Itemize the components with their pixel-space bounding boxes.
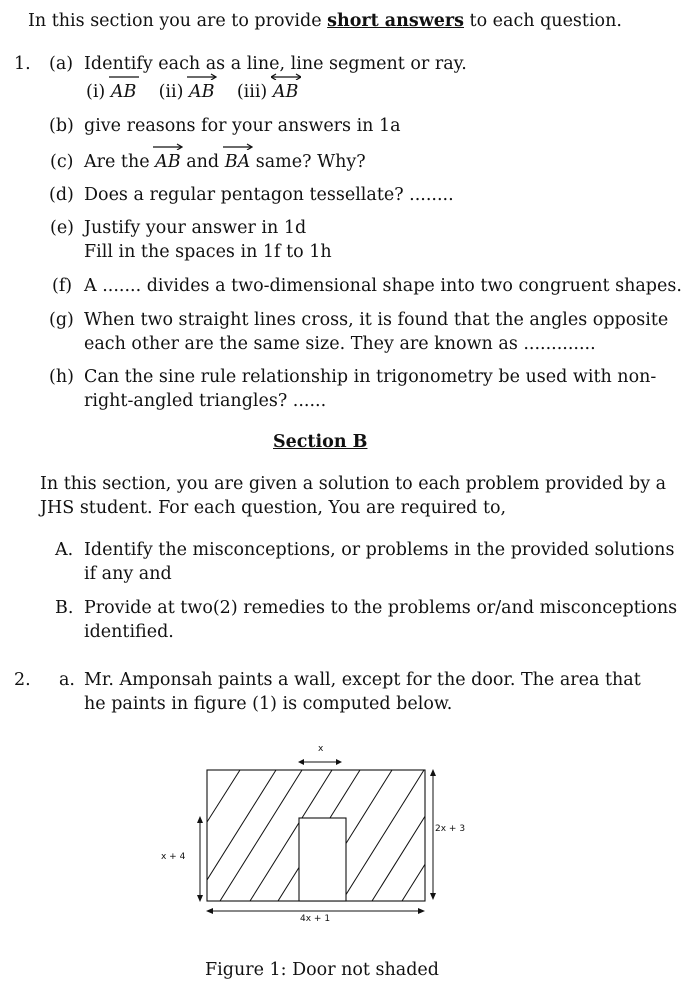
label-top-x: x [318, 744, 324, 754]
ray-ab-symbol: AB [189, 80, 215, 104]
instruction-b-label: B. [55, 598, 74, 618]
figure-caption: Figure 1: Door not shaded [205, 960, 439, 980]
q1a-label: (a) [49, 54, 74, 74]
section-b-intro-line1: In this section, you are given a solution to each problem provided by a [40, 474, 667, 494]
segment-ab-symbol: AB [111, 80, 137, 104]
q1f-text: A ....... divides a two-dimensional shape into two congruent shapes. [84, 276, 682, 296]
instruction-b-line1: Provide at two(2) remedies to the problems or/and misconceptions [84, 598, 678, 618]
q1g-label: (g) [49, 310, 74, 330]
q1g-line2: each other are the same size. They are known as ............. [84, 334, 596, 354]
q1h-line1: Can the sine rule relationship in trigonometry be used with non- [84, 367, 657, 387]
q1c-label: (c) [50, 152, 74, 172]
ray-ab-symbol-c: AB [155, 150, 181, 174]
instruction-a-line2: if any and [84, 564, 172, 584]
left-dimension-arrow [197, 816, 203, 902]
label-bottom-4x1: 4x + 1 [300, 914, 331, 924]
q1b-text: give reasons for your answers in 1a [84, 116, 401, 136]
q1e-text: Justify your answer in 1d [84, 218, 307, 238]
door-rectangle [299, 818, 346, 901]
q1c-text: Are the AB and BA same? Why? [84, 150, 366, 174]
label-left-x4: x + 4 [161, 852, 186, 862]
q1h-label: (h) [49, 367, 74, 387]
label-right-2x3: 2x + 3 [435, 824, 466, 834]
instruction-b-line2: identified. [84, 622, 174, 642]
q1d-text: Does a regular pentagon tessellate? ........ [84, 185, 454, 205]
section-a-intro: In this section you are to provide short answers to each question. [28, 11, 622, 31]
q1f-label: (f) [52, 276, 73, 296]
q1-number: 1. [14, 54, 31, 74]
ray-ba-symbol-c: BA [225, 150, 251, 174]
q1e-label: (e) [50, 218, 75, 238]
section-b-heading: Section B [273, 432, 368, 452]
q1a-text: Identify each as a line, line segment or ray. [84, 54, 467, 74]
q1g-line1: When two straight lines cross, it is found that the angles opposite [84, 310, 669, 330]
short-answers-emphasis: short answers [327, 11, 464, 31]
top-dimension-arrow [298, 759, 342, 765]
q1a-items: (i) AB (ii) AB (iii) AB [86, 80, 298, 104]
q2a-label: a. [59, 670, 75, 690]
q1b-label: (b) [49, 116, 74, 136]
instruction-a-label: A. [55, 540, 74, 560]
right-dimension-arrow [430, 769, 436, 900]
instruction-a-line1: Identify the misconceptions, or problems in the provided solutions [84, 540, 675, 560]
fill-in-instruction: Fill in the spaces in 1f to 1h [84, 242, 332, 262]
q2-number: 2. [14, 670, 31, 690]
q2a-line2: he paints in figure (1) is computed below. [84, 694, 453, 714]
line-ab-symbol: AB [273, 80, 299, 104]
section-b-intro-line2: JHS student. For each question, You are required to, [40, 498, 507, 518]
q1h-line2: right-angled triangles? ...... [84, 391, 327, 411]
q1d-label: (d) [49, 185, 74, 205]
q2a-line1: Mr. Amponsah paints a wall, except for the door. The area that [84, 670, 641, 690]
